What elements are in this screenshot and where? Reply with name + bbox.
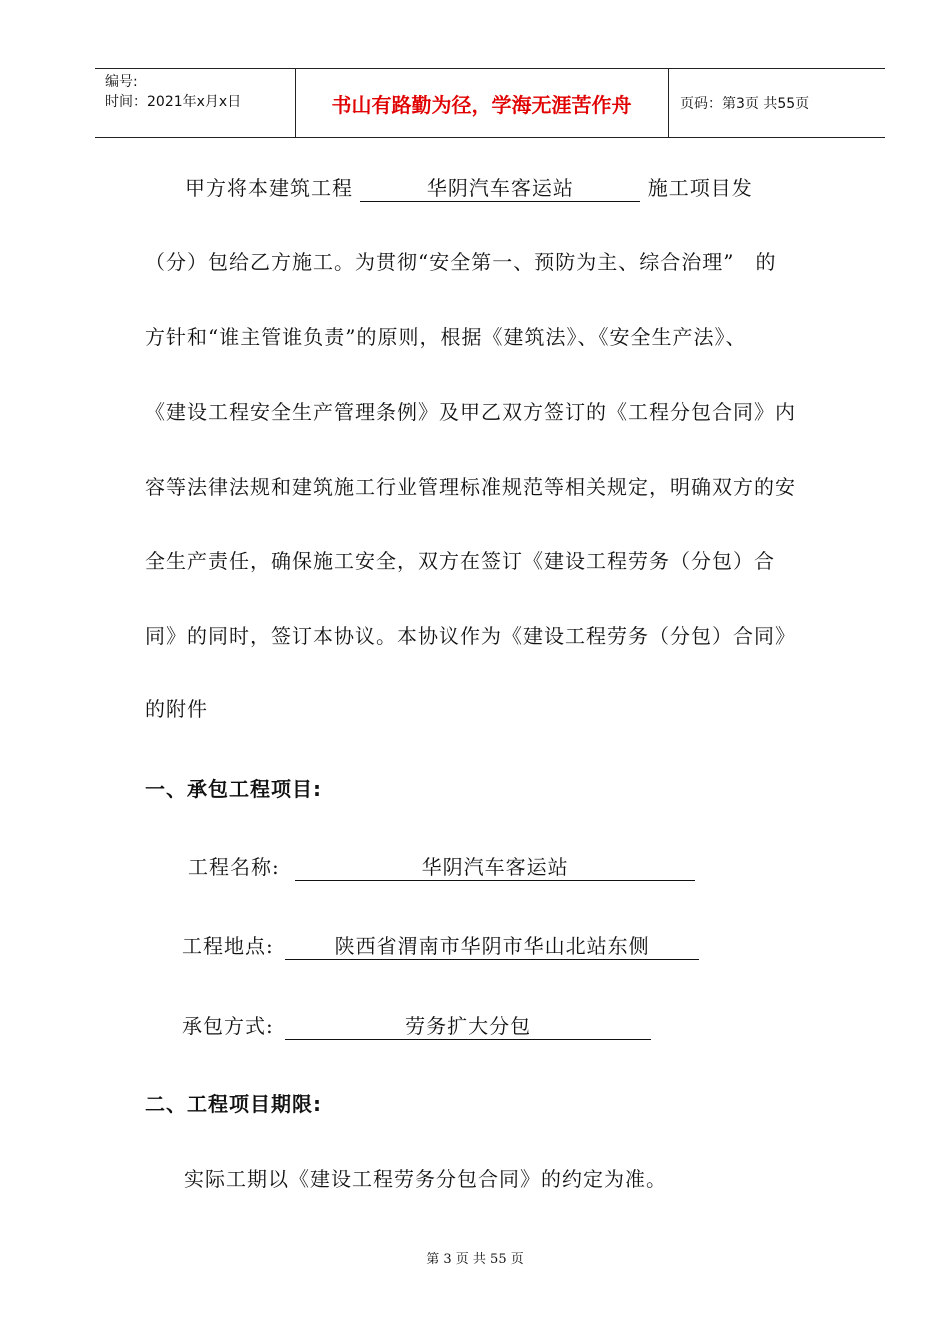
- project-name-underline: 华阴汽车客运站: [360, 172, 640, 202]
- contract-method-value: 劳务扩大分包: [285, 1010, 651, 1040]
- section2-heading: 二、工程项目期限:: [145, 1092, 322, 1116]
- body-line-8: 的附件: [145, 697, 208, 721]
- body-line-3: 方针和“谁主管谁负责”的原则，根据《建筑法》、《安全生产法》、: [145, 325, 747, 349]
- contract-method-label: 承包方式:: [182, 1014, 274, 1038]
- body-line-2: （分）包给乙方施工。为贯彻“安全第一、预防为主、综合治理” 的: [145, 250, 777, 274]
- contract-method-row: [182, 1010, 651, 1040]
- project-location-row: [182, 930, 699, 960]
- project-location-value: 陕西省渭南市华阴市华山北站东侧: [285, 930, 699, 960]
- body-line-7: 同》的同时，签订本协议。本协议作为《建设工程劳务（分包）合同》: [145, 624, 796, 648]
- body-line-1: [185, 172, 885, 202]
- line1-post: 施工项目发: [647, 176, 753, 200]
- body-line-6: 全生产责任，确保施工安全，双方在签订《建设工程劳务（分包）合: [145, 549, 775, 573]
- doc-time-label: 时间：2021年x月x日: [105, 94, 242, 110]
- project-name-label: 工程名称:: [188, 855, 280, 879]
- line1-pre: 甲方将本建筑工程: [185, 176, 353, 200]
- header-motto: 书山有路勤为径，学海无涯苦作舟: [295, 69, 669, 137]
- header-table: [95, 68, 885, 138]
- project-name-row: [188, 851, 695, 881]
- page-footer: 第 3 页 共 55 页: [426, 1252, 524, 1267]
- body-line-5: 容等法律法规和建筑施工行业管理标准规范等相关规定，明确双方的安: [145, 475, 796, 499]
- doc-number-label: 编号:: [105, 74, 138, 90]
- section2-text: 实际工期以《建设工程劳务分包合同》的约定为准。: [184, 1167, 667, 1191]
- project-location-label: 工程地点:: [182, 934, 274, 958]
- body-line-4: 《建设工程安全生产管理条例》及甲乙双方签订的《工程分包合同》内: [145, 400, 796, 424]
- header-page-info: 页码：第3页 共55页: [680, 96, 810, 112]
- section1-heading: 一、承包工程项目:: [145, 777, 322, 801]
- header-meta: [95, 69, 296, 137]
- project-name-value: 华阴汽车客运站: [295, 851, 695, 881]
